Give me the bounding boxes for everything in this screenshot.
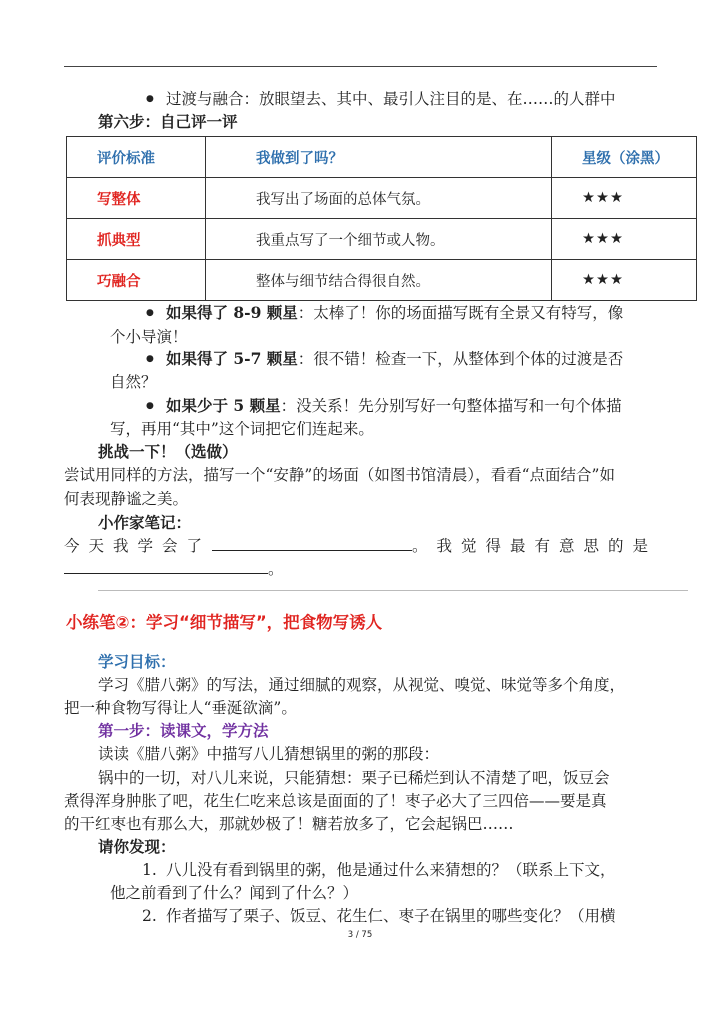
step1-heading: 第一步：读课文，学方法 xyxy=(98,722,269,740)
table-header-row xyxy=(67,137,697,178)
result-text: ：很不错！检查一下，从整体到个体的过渡是否 xyxy=(297,350,624,368)
evaluation-table xyxy=(66,136,697,301)
step6-heading: 第六步：自己评一评 xyxy=(98,113,238,131)
header-stars: 星级（涂黑） xyxy=(552,137,697,178)
result-continuation: 个小导演！ xyxy=(110,328,188,346)
criterion-cell: 巧融合 xyxy=(67,260,206,301)
result-continuation: 写，再用“其中”这个词把它们连起来。 xyxy=(110,420,374,438)
stars-cell[interactable]: ★★★ xyxy=(552,219,697,260)
practice-title: 小练笔②：学习“细节描写”，把食物写诱人 xyxy=(66,613,383,632)
question-line: 他之前看到了什么？闻到了什么？） xyxy=(110,884,359,902)
intro-bullet-text: 过渡与融合：放眼望去、其中、最引人注目的是、在……的人群中 xyxy=(166,90,616,108)
notes-blank-1[interactable] xyxy=(212,535,412,551)
discover-heading: 请你发现： xyxy=(98,838,176,856)
result-text: ：没关系！先分别写好一句整体描写和一句个体描 xyxy=(280,397,622,415)
description-cell: 整体与细节结合得很自然。 xyxy=(206,260,552,301)
header-done: 我做到了吗？ xyxy=(206,137,552,178)
page-number: 3 / 75 xyxy=(347,930,373,940)
result-line xyxy=(166,348,623,370)
challenge-heading: 挑战一下！（选做） xyxy=(98,443,238,461)
notes-blank-2[interactable] xyxy=(64,558,268,574)
table-row xyxy=(67,219,697,260)
bullet-icon: ● xyxy=(146,401,154,411)
stars-cell[interactable]: ★★★ xyxy=(552,178,697,219)
notes-text: 。我觉得最有意思的是 xyxy=(411,537,657,555)
description-cell: 我写出了场面的总体气氛。 xyxy=(206,178,552,219)
result-condition: 如果得了 5-7 颗星 xyxy=(166,349,298,368)
result-condition: 如果少于 5 颗星 xyxy=(166,396,281,415)
notes-line-2 xyxy=(64,558,284,580)
result-line xyxy=(166,302,623,324)
stars-cell[interactable]: ★★★ xyxy=(552,260,697,301)
table-row xyxy=(67,178,697,219)
challenge-line: 何表现静谧之美。 xyxy=(64,490,189,508)
question-number: 2. xyxy=(142,907,157,925)
description-cell: 我重点写了一个细节或人物。 xyxy=(206,219,552,260)
goal-line: 把一种食物写得让人“垂涎欲滴”。 xyxy=(64,699,297,717)
bullet-icon: ● xyxy=(146,308,154,318)
quote-line: 煮得浑身肿胀了吧，花生仁吃来总该是面面的了！枣子必大了三四倍——要是真 xyxy=(64,792,607,810)
notes-line xyxy=(64,535,657,557)
notes-end: 。 xyxy=(268,560,284,578)
goal-line: 学习《腊八粥》的写法，通过细腻的观察，从视觉、嗅觉、味觉等多个角度， xyxy=(98,676,626,694)
criterion-cell: 写整体 xyxy=(67,178,206,219)
result-text: ：太棒了！你的场面描写既有全景又有特写，像 xyxy=(297,304,624,322)
goal-heading: 学习目标： xyxy=(98,653,176,671)
bullet-icon: ● xyxy=(146,354,154,364)
bullet-icon: ● xyxy=(146,94,154,104)
question-line: 作者描写了栗子、饭豆、花生仁、枣子在锅里的哪些变化？（用横 xyxy=(166,907,616,925)
header-criterion: 评价标准 xyxy=(67,137,206,178)
read-line: 读读《腊八粥》中描写八儿猜想锅里的粥的那段： xyxy=(98,745,440,763)
quote-line: 的干红枣也有那么大，那就妙极了！糖若放多了，它会起锅巴…… xyxy=(64,815,514,833)
header-rule xyxy=(64,66,657,67)
table-row xyxy=(67,260,697,301)
section-divider xyxy=(98,590,688,591)
notes-heading: 小作家笔记： xyxy=(98,514,192,532)
notes-text: 今天我学会了 xyxy=(64,537,212,555)
result-condition: 如果得了 8-9 颗星 xyxy=(166,303,298,322)
result-line xyxy=(166,395,622,417)
question-number: 1. xyxy=(142,861,157,879)
quote-line: 锅中的一切，对八儿来说，只能猜想：栗子已稀烂到认不清楚了吧，饭豆会 xyxy=(98,769,610,787)
result-continuation: 自然？ xyxy=(110,373,157,391)
challenge-line: 尝试用同样的方法，描写一个“安静”的场面（如图书馆清晨），看看“点面结合”如 xyxy=(64,466,615,484)
criterion-cell: 抓典型 xyxy=(67,219,206,260)
question-line: 八儿没有看到锅里的粥，他是通过什么来猜想的？（联系上下文， xyxy=(166,861,616,879)
